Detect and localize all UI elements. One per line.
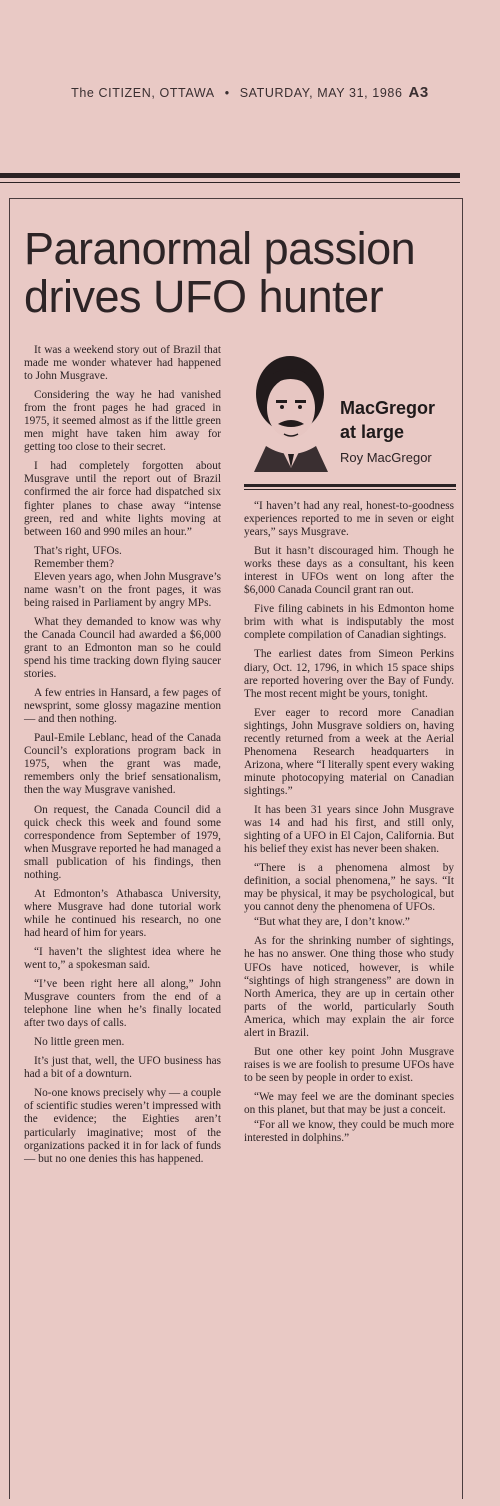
paragraph: “I haven’t the slightest idea where he went to,” a spokesman said. <box>24 945 221 972</box>
header-rule <box>0 173 460 178</box>
paragraph: At Edmonton’s Athabasca University, where Musgrave had done tutorial work while he continued his research, no one had heard of him for years. <box>24 887 221 939</box>
page-number: A3 <box>408 84 429 101</box>
paragraph: That’s right, UFOs. <box>34 544 122 557</box>
paragraph: I had completely forgotten about Musgrave until the report out of Brazil confirmed the air force had dispatched six fighter planes to chase away “intense green, red and white lights moving at between 160 and 990 miles an hour.” <box>24 460 221 538</box>
paragraph: Eleven years ago, when John Musgrave’s name wasn’t on the front pages, it was being raised in Parliament by angry MPs. <box>24 570 221 609</box>
paragraph: But it hasn’t discouraged him. Though he works these days as a consultant, his keen interest in UFOs went on long after the $6,000 Canada Council grant ran out. <box>244 545 454 597</box>
paragraph: It was a weekend story out of Brazil that made me wonder whatever had happened to John Musgrave. <box>24 344 221 383</box>
columnist-rule-thin <box>244 489 456 490</box>
column-title-line2: at large <box>340 422 405 442</box>
page-header <box>0 84 500 101</box>
columnist-sig <box>244 350 456 482</box>
paragraph: No little green men. <box>34 1036 125 1049</box>
article-column-left <box>24 344 221 1172</box>
paragraph: As for the shrinking number of sightings, he has no answer. One thing those who study UFOs have noticed, however, is while “sightings of high strangeness” are down in North America, they are up in certain other parts of the world, particularly South America, which may explain the air force alert in Brazil. <box>244 935 454 1039</box>
paragraph: Paul-Emile Leblanc, head of the Canada Council’s explorations program back in 1975, when the grant was made, remembers only the brief sensationalism, then the way Musgrave vanished. <box>24 732 221 797</box>
paragraph: Ever eager to record more Canadian sightings, John Musgrave soldiers on, having recently returned from a week at the Aerial Phenomena Research headquarters in Arizona, where “I literally spent every waking minute photocopying material on Canadian sightings.” <box>244 706 454 797</box>
header-rule-thin <box>0 182 460 183</box>
headline: Paranormal passion drives UFO hunter <box>24 223 416 322</box>
author-byline: Roy MacGregor <box>340 450 432 465</box>
paragraph: Remember them? <box>34 557 114 570</box>
paragraph: “We may feel we are the dominant species on this planet, but that may be just a conceit. <box>244 1090 454 1116</box>
paragraph: No-one knows precisely why — a couple of scientific studies weren’t impressed with the evidence; the Eighties aren’t particularly imaginative; most of the organizations packed it in for lack of funds — but no one denies this has happened. <box>24 1087 221 1165</box>
paragraph: “There is a phenomena almost by definition, a social phenomena,” he says. “It may be physical, it may be psychological, but you cannot deny the phenomena of UFOs. <box>244 862 454 914</box>
paragraph: It has been 31 years since John Musgrave was 14 and had his first, and still only, sighting of a UFO in El Cajon, California. But his belief they exist has never been shaken. <box>244 803 454 856</box>
newspaper-name: The CITIZEN, OTTAWA <box>71 86 215 100</box>
paragraph: It’s just that, well, the UFO business has had a bit of a downturn. <box>24 1055 221 1081</box>
paragraph: What they demanded to know was why the Canada Council had awarded a $6,000 grant to an Edmonton man so he could spend his time tracking down flying saucer stories. <box>24 615 221 681</box>
paragraph: But one other key point John Musgrave raises is we are foolish to presume UFOs have to be seen by people in order to exist. <box>244 1045 454 1084</box>
columnist-rule <box>244 484 456 487</box>
issue-date: SATURDAY, MAY 31, 1986 <box>239 86 403 100</box>
column-title-line1: MacGregor <box>340 398 436 418</box>
paragraph: The earliest dates from Simeon Perkins diary, Oct. 12, 1796, in which 15 space ships are reported hovering over the Bay of Fundy. The most recent might be yours, tonight. <box>244 648 454 700</box>
paragraph: “But what they are, I don’t know.” <box>254 916 410 929</box>
paragraph: Considering the way he had vanished from the front pages he had graced in 1975, it seemed almost as if the little green men might have taken him away for getting too close to their secret. <box>24 389 221 454</box>
paragraph: Five filing cabinets in his Edmonton home brim with what is indisputably the most complete compilation of Canadian sightings. <box>244 603 454 642</box>
article-column-right <box>244 500 454 1151</box>
header-separator: • <box>224 86 230 100</box>
paragraph: “I’ve been right here all along,” John Musgrave counters from the end of a telephone line when he’s finally located after two days of calls. <box>24 978 221 1030</box>
paragraph: “For all we know, they could be much more interested in dolphins.” <box>244 1119 454 1145</box>
paragraph: On request, the Canada Council did a quick check this week and found some correspondence from September of 1979, when Musgrave reported he had managed a small publication of his findings, then nothing. <box>24 803 221 881</box>
columnist-portrait <box>244 350 334 472</box>
paragraph: A few entries in Hansard, a few pages of newsprint, some glossy magazine mention — and then nothing. <box>24 687 221 726</box>
column-title <box>340 396 435 444</box>
paragraph: “I haven’t had any real, honest-to-goodness experiences reported to me in seven or eight years,” says Musgrave. <box>244 500 454 539</box>
